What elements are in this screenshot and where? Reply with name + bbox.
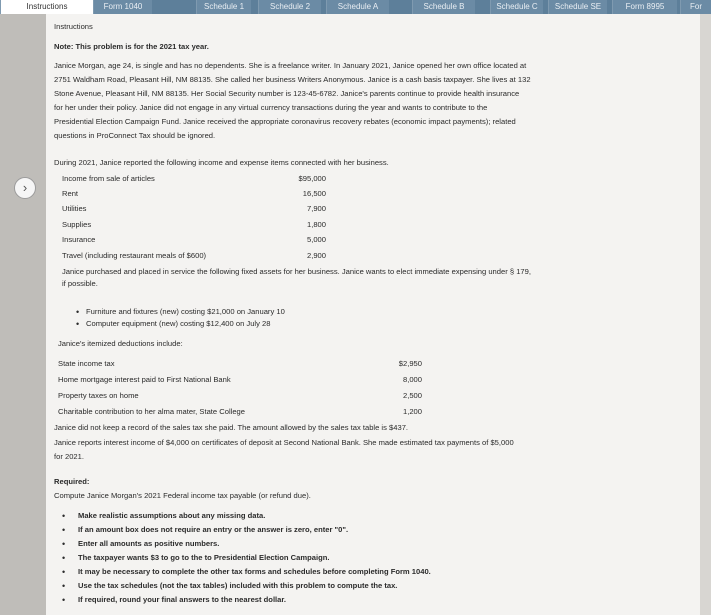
instructions-panel bbox=[46, 14, 700, 615]
deductions-intro: Janice's itemized deductions include: bbox=[58, 339, 183, 348]
tax-year-note: Note: This problem is for the 2021 tax year. bbox=[54, 42, 209, 51]
intro-line: questions in ProConnect Tax should be ignored. bbox=[54, 131, 216, 140]
required-text: Compute Janice Morgan's 2021 Federal income tax payable (or refund due). bbox=[54, 491, 311, 500]
bullet-icon: • bbox=[76, 319, 80, 329]
requirement-item: If an amount box does not require an entry or the answer is zero, enter "0". bbox=[78, 525, 349, 534]
requirement-item: Make realistic assumptions about any missing data. bbox=[78, 511, 266, 520]
section-title: Instructions bbox=[54, 22, 93, 31]
deduction-value: 1,200 bbox=[402, 407, 422, 416]
bullet-icon: • bbox=[62, 567, 66, 577]
bullet-icon: • bbox=[76, 307, 80, 317]
tab-form-1040[interactable]: Form 1040 bbox=[93, 0, 152, 14]
income-label: Income from sale of articles bbox=[62, 174, 155, 183]
assets-intro: if possible. bbox=[62, 279, 98, 288]
assets-intro: Janice purchased and placed in service the following fixed assets for her business. Janice wants to elect immediate expensing under § 179, bbox=[62, 267, 531, 276]
asset-item: Computer equipment (new) costing $12,400 on July 28 bbox=[86, 319, 271, 328]
tab-schedule-1[interactable]: Schedule 1 bbox=[196, 0, 251, 14]
left-gutter bbox=[0, 14, 46, 615]
bullet-icon: • bbox=[62, 511, 66, 521]
bullet-icon: • bbox=[62, 525, 66, 535]
intro-line: 2751 Waldham Road, Pleasant Hill, NM 88135. She called her business Writers Anonymous. Janice is a cash basis taxpayer. She lives at 132 bbox=[54, 75, 531, 84]
deduction-value: $2,950 bbox=[398, 359, 422, 368]
requirement-item: It may be necessary to complete the other tax forms and schedules before completing Form 1040. bbox=[78, 567, 431, 576]
form-tab-bar bbox=[0, 0, 700, 14]
deduction-label: Property taxes on home bbox=[58, 391, 139, 400]
requirement-item: Enter all amounts as positive numbers. bbox=[78, 539, 220, 548]
requirement-item: Use the tax schedules (not the tax tables) included with this problem to compute the tax. bbox=[78, 581, 398, 590]
tab-schedule-b[interactable]: Schedule B bbox=[412, 0, 475, 14]
intro-line: Presidential Election Campaign Fund. Janice received the appropriate coronavirus recovery rebates (economic impact payments); related bbox=[54, 117, 516, 126]
deduction-label: Charitable contribution to her alma mater, State College bbox=[58, 407, 245, 416]
income-value: $95,000 bbox=[298, 174, 326, 183]
asset-item: Furniture and fixtures (new) costing $21,000 on January 10 bbox=[86, 307, 285, 316]
sales-tax-note: Janice did not keep a record of the sales tax she paid. The amount allowed by the sales tax table is $437. bbox=[54, 423, 409, 432]
intro-line: for her under their policy. Janice did not engage in any virtual currency transactions during the year and wants to contribute to the bbox=[54, 103, 488, 112]
income-label: Travel (including restaurant meals of $600) bbox=[62, 251, 207, 260]
bullet-icon: • bbox=[62, 595, 66, 605]
income-value: 2,900 bbox=[306, 251, 326, 260]
required-label: Required: bbox=[54, 477, 90, 486]
income-value: 16,500 bbox=[302, 189, 326, 198]
chevron-right-icon[interactable]: › bbox=[14, 177, 36, 199]
interest-note: Janice reports interest income of $4,000 on certificates of deposit at Second National Bank. She made estimated tax payments of $5,000 bbox=[54, 438, 514, 447]
deduction-value: 8,000 bbox=[402, 375, 422, 384]
requirement-item: The taxpayer wants $3 to go to the to Presidential Election Campaign. bbox=[78, 553, 330, 562]
interest-note: for 2021. bbox=[54, 452, 84, 461]
intro-line: Stone Avenue, Pleasant Hill, NM 88135. Her Social Security number is 123-45-6782. Janice's parents continue to provide health insurance bbox=[54, 89, 520, 98]
tab-schedule-a[interactable]: Schedule A bbox=[326, 0, 389, 14]
deduction-value: 2,500 bbox=[402, 391, 422, 400]
bullet-icon: • bbox=[62, 581, 66, 591]
tab-schedule-c[interactable]: Schedule C bbox=[490, 0, 543, 14]
income-intro: During 2021, Janice reported the following income and expense items connected with her business. bbox=[54, 158, 389, 167]
tab-instructions[interactable]: Instructions bbox=[0, 0, 93, 14]
income-value: 7,900 bbox=[306, 204, 326, 213]
income-label: Supplies bbox=[62, 220, 92, 229]
deduction-label: State income tax bbox=[58, 359, 115, 368]
income-label: Rent bbox=[62, 189, 79, 198]
bullet-icon: • bbox=[62, 553, 66, 563]
income-value: 5,000 bbox=[306, 235, 326, 244]
tab-schedule-se[interactable]: Schedule SE bbox=[548, 0, 607, 14]
income-label: Utilities bbox=[62, 204, 87, 213]
tab-form-more[interactable]: For bbox=[680, 0, 711, 14]
tab-schedule-2[interactable]: Schedule 2 bbox=[258, 0, 321, 14]
income-label: Insurance bbox=[62, 235, 96, 244]
income-value: 1,800 bbox=[306, 220, 326, 229]
requirement-item: If required, round your final answers to the nearest dollar. bbox=[78, 595, 287, 604]
bullet-icon: • bbox=[62, 539, 66, 549]
deduction-label: Home mortgage interest paid to First National Bank bbox=[58, 375, 231, 384]
tab-form-8995[interactable]: Form 8995 bbox=[612, 0, 677, 14]
intro-line: Janice Morgan, age 24, is single and has no dependents. She is a freelance writer. In January 2021, Janice opened her own office located at bbox=[54, 61, 527, 70]
